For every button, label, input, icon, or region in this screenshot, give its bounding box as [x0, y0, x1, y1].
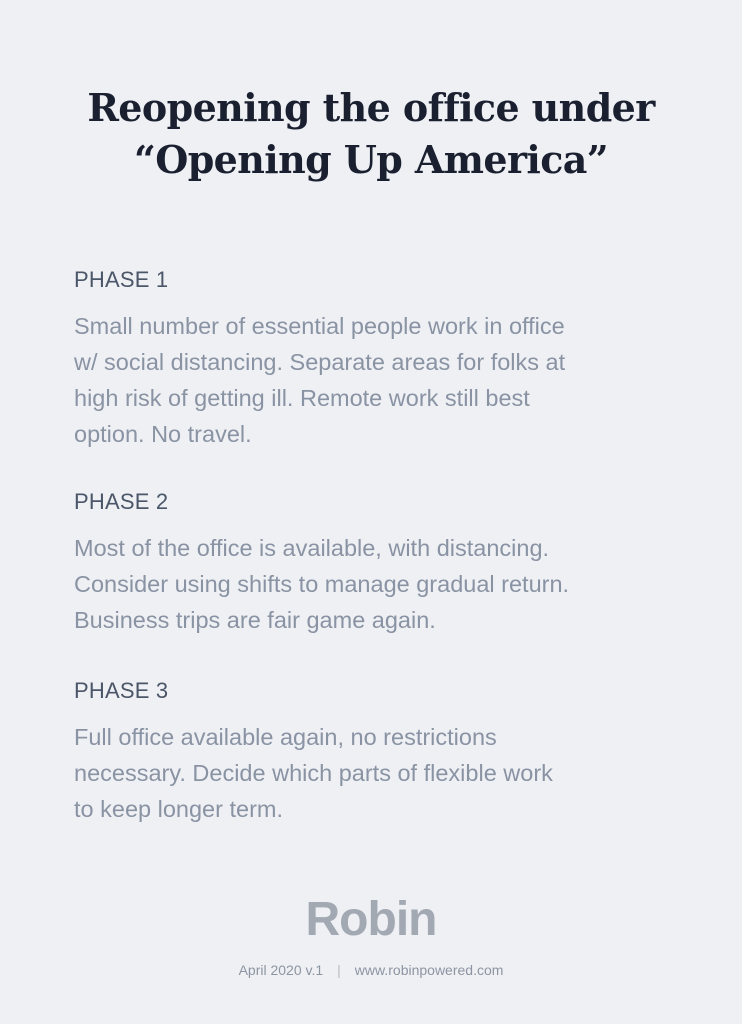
phase-1-line: Small number of essential people work in office: [74, 313, 565, 339]
phase-2-description: [74, 530, 674, 638]
phase-2-line: Most of the office is available, with distancing.: [74, 535, 550, 561]
footer-version: April 2020 v.1: [238, 962, 324, 978]
page-title: [30, 82, 712, 186]
phase-2-section: [74, 488, 674, 638]
phase-3-line: necessary. Decide which parts of flexible work: [74, 760, 553, 786]
phase-3-line: Full office available again, no restrictions: [74, 724, 497, 750]
title-line-2: “Opening Up America”: [133, 137, 609, 182]
phase-1-heading: PHASE 1: [74, 267, 169, 292]
footer-separator: |: [337, 962, 341, 978]
phase-3-description: [74, 719, 674, 827]
phase-2-line: Consider using shifts to manage gradual return.: [74, 571, 570, 597]
phase-1-description: [74, 308, 674, 452]
phase-3-heading: PHASE 3: [74, 678, 169, 703]
phase-1-line: option. No travel.: [74, 421, 252, 447]
footer-url: www.robinpowered.com: [354, 962, 504, 978]
phase-2-line: Business trips are fair game again.: [74, 607, 436, 633]
phase-3-section: [74, 677, 674, 827]
robin-logo: Robin: [305, 893, 437, 946]
phase-2-heading: PHASE 2: [74, 489, 169, 514]
phase-1-line: w/ social distancing. Separate areas for folks at: [74, 349, 566, 375]
phase-1-line: high risk of getting ill. Remote work still best: [74, 385, 530, 411]
phase-3-line: to keep longer term.: [74, 796, 283, 822]
title-line-1: Reopening the office under: [87, 85, 655, 130]
footer: [0, 960, 742, 980]
phase-1-section: [74, 266, 674, 452]
